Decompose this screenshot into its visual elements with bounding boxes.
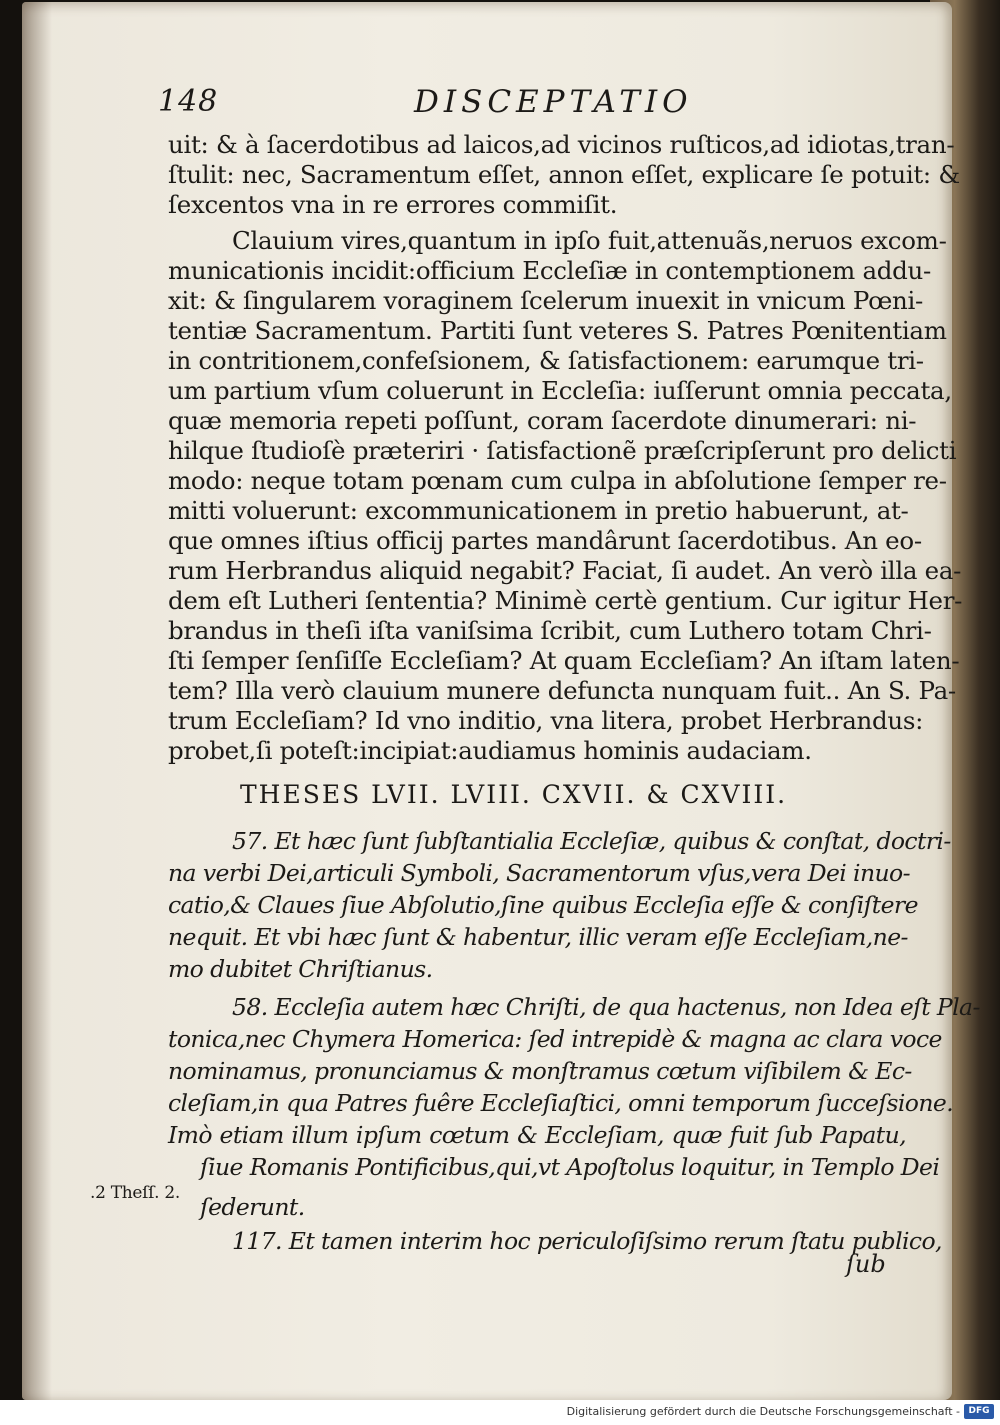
running-head bbox=[158, 84, 878, 128]
body-line: ſexcentos vna in re errores commiſit. bbox=[168, 190, 618, 219]
thesis-line: tonica,nec Chymera Homerica: ſed intrepidè & magna ac clara voce bbox=[168, 1025, 942, 1053]
body-line: municationis incidit:officium Eccleſiæ in contemptionem addu- bbox=[168, 256, 931, 285]
thesis-line: cleſiam,in qua Patres fuêre Eccleſiaſtici, omni temporum ſucceſsione. bbox=[168, 1089, 954, 1117]
body-line: uit: & à ſacerdotibus ad laicos,ad vicinos ruſticos,ad idiotas,tran- bbox=[168, 130, 955, 159]
body-line: mitti voluerunt: excommunicationem in pretio habuerunt, at- bbox=[168, 496, 909, 525]
thesis-line: nequit. Et vbi hæc ſunt & habentur, illic veram eſſe Eccleſiam,ne- bbox=[168, 923, 908, 951]
footer-bar bbox=[0, 1400, 1000, 1425]
body-line: modo: neque totam pœnam cum culpa in abſolutione ſemper re- bbox=[168, 466, 947, 495]
catchword: ſub bbox=[846, 1250, 886, 1278]
body-line: tem? Illa verò clauium munere defuncta nunquam fuit.. An S. Pa- bbox=[168, 676, 956, 705]
body-line: tentiæ Sacramentum. Partiti ſunt veteres S. Patres Pœnitentiam bbox=[168, 316, 947, 345]
body-line: trum Eccleſiam? Id vno inditio, vna litera, probet Herbrandus: bbox=[168, 706, 924, 735]
running-title: DISCEPTATIO bbox=[414, 84, 693, 120]
body-line: ſti ſemper ſenſiſſe Eccleſiam? At quam Eccleſiam? An iſtam laten- bbox=[168, 646, 960, 675]
thesis-line: 117. Et tamen interim hoc periculoſiſsimo rerum ſtatu publico, bbox=[232, 1227, 942, 1255]
body-line: brandus in theſi iſta vaniſsima ſcribit, cum Luthero totam Chri- bbox=[168, 616, 932, 645]
thesis-line: catio,& Claues ſiue Abſolutio,ſine quibus Eccleſia eſſe & conſiſtere bbox=[168, 891, 918, 919]
thesis-line: na verbi Dei,articuli Symboli, Sacramentorum vſus,vera Dei inuo- bbox=[168, 859, 910, 887]
body-line: xit: & ſingularem voraginem ſcelerum inuexit in vnicum Pœni- bbox=[168, 286, 923, 315]
body-line: hilque ſtudioſè præteriri · ſatisfactionẽ præſcripſerunt pro delicti bbox=[168, 436, 957, 465]
thesis-line: Imò etiam illum ipſum cœtum & Eccleſiam, quæ fuit ſub Papatu, bbox=[168, 1121, 906, 1149]
thesis-line: 58. Eccleſia autem hæc Chriſti, de qua hactenus, non Idea eſt Pla- bbox=[232, 993, 980, 1021]
thesis-line: mo dubitet Chriſtianus. bbox=[168, 955, 433, 983]
body-line: probet,ſi poteſt:incipiat:audiamus hominis audaciam. bbox=[168, 736, 812, 765]
thesis-line: ſiue Romanis Pontificibus,qui,vt Apoſtolus loquitur, in Templo Dei bbox=[200, 1153, 940, 1181]
margin-note: .2 Theſſ. 2. bbox=[90, 1183, 180, 1203]
body-line: um partium vſum coluerunt in Eccleſia: iuſſerunt omnia peccata, bbox=[168, 376, 952, 405]
body-line: Clauium vires,quantum in ipſo fuit,attenuãs,neruos excom- bbox=[232, 226, 947, 255]
body-line: in contritionem,confeſsionem, & ſatisfactionem: earumque tri- bbox=[168, 346, 924, 375]
funding-credit: Digitalisierung gefördert durch die Deutsche Forschungsgemeinschaft - bbox=[566, 1405, 960, 1418]
section-heading: THESES LVII. LVIII. CXVII. & CXVIII. bbox=[240, 780, 788, 809]
body-line: dem eſt Lutheri ſententia? Minimè certè gentium. Cur igitur Her- bbox=[168, 586, 963, 615]
page-number: 148 bbox=[158, 84, 219, 119]
thesis-line: nominamus, pronunciamus & monſtramus cœtum viſibilem & Ec- bbox=[168, 1057, 912, 1085]
body-line: rum Herbrandus aliquid negabit? Faciat, ſi audet. An verò illa ea- bbox=[168, 556, 962, 585]
dfg-logo: DFG bbox=[964, 1404, 994, 1419]
thesis-line: 57. Et hæc ſunt ſubſtantialia Eccleſiæ, quibus & conſtat, doctri- bbox=[232, 827, 951, 855]
body-line: ſtulit: nec, Sacramentum eſſet, annon eſſet, explicare ſe potuit: & bbox=[168, 160, 960, 189]
body-line: quæ memoria repeti poſſunt, coram ſacerdote dinumerari: ni- bbox=[168, 406, 917, 435]
thesis-line: ſederunt. bbox=[200, 1193, 305, 1221]
body-line: que omnes iſtius officij partes mandârunt ſacerdotibus. An eo- bbox=[168, 526, 922, 555]
